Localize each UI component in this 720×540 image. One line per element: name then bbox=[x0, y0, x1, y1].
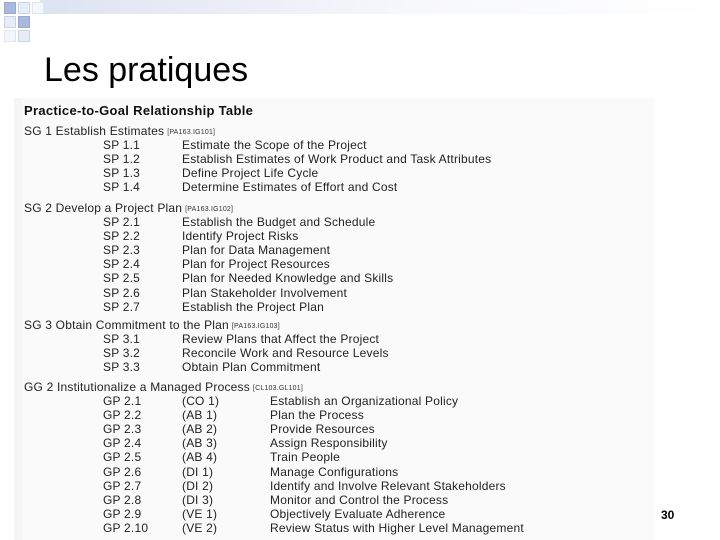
goal-reference: [PA163.IG103] bbox=[231, 323, 280, 330]
header-gradient-bar bbox=[40, 0, 720, 14]
practice-code: (VE 2) bbox=[182, 520, 218, 535]
practice-code: (CO 1) bbox=[182, 394, 220, 408]
goal-heading bbox=[24, 124, 215, 138]
practice-name: Review Plans that Affect the Project bbox=[182, 332, 380, 346]
practice-name: Establish an Organizational Policy bbox=[270, 394, 459, 408]
practice-code: (AB 1) bbox=[182, 408, 218, 423]
practice-id: SP 1.3 bbox=[103, 166, 141, 181]
goal-heading bbox=[24, 201, 233, 215]
practice-id: SP 2.2 bbox=[103, 229, 141, 244]
page-number: 30 bbox=[661, 508, 675, 522]
practice-name: Plan for Project Resources bbox=[182, 257, 330, 272]
goal-label: GG 2 Institutionalize a Managed Process bbox=[24, 380, 250, 394]
goal-label: SG 1 Establish Estimates bbox=[24, 124, 165, 138]
practice-id: GP 2.6 bbox=[103, 464, 142, 479]
practice-name: Plan for Data Management bbox=[182, 243, 331, 258]
practice-id: SP 3.2 bbox=[103, 346, 141, 361]
goal-reference: [CL103.GL101] bbox=[252, 385, 304, 392]
practice-name: Determine Estimates of Effort and Cost bbox=[182, 180, 398, 195]
practice-id: GP 2.10 bbox=[103, 520, 149, 535]
practice-id: SP 1.2 bbox=[103, 152, 141, 167]
practice-code: (DI 3) bbox=[182, 492, 214, 507]
practice-id: GP 2.9 bbox=[103, 506, 142, 521]
decorative-squares bbox=[0, 0, 120, 50]
practice-id: GP 2.1 bbox=[103, 394, 142, 408]
practice-name: Establish Estimates of Work Product and Task Attributes bbox=[182, 152, 492, 167]
practice-name: Define Project Life Cycle bbox=[182, 166, 319, 181]
practice-id: SP 2.4 bbox=[103, 257, 141, 272]
practice-id: SP 3.1 bbox=[103, 332, 141, 346]
practice-id: GP 2.3 bbox=[103, 422, 142, 437]
practice-id: SP 2.1 bbox=[103, 215, 141, 229]
practice-code: (AB 2) bbox=[182, 422, 218, 437]
slide-title: Les pratiques bbox=[44, 51, 249, 89]
practice-code: (DI 1) bbox=[182, 464, 214, 479]
practice-id: GP 2.5 bbox=[103, 450, 142, 465]
practice-name: Train People bbox=[270, 450, 340, 465]
practice-name: Monitor and Control the Process bbox=[270, 492, 449, 507]
practice-name: Review Status with Higher Level Management bbox=[270, 520, 524, 535]
practice-id: SP 2.3 bbox=[103, 243, 141, 258]
practice-name: Plan the Process bbox=[270, 408, 364, 423]
practice-name: Obtain Plan Commitment bbox=[182, 360, 321, 375]
goal-label: SG 2 Develop a Project Plan bbox=[24, 201, 183, 215]
practice-id: SP 2.5 bbox=[103, 271, 141, 286]
practice-name: Reconcile Work and Resource Levels bbox=[182, 346, 389, 361]
table-title: Practice-to-Goal Relationship Table bbox=[24, 103, 254, 118]
goal-reference: [PA163.IG101] bbox=[167, 129, 216, 136]
practice-name: Identify and Involve Relevant Stakeholders bbox=[270, 478, 506, 493]
goal-label: SG 3 Obtain Commitment to the Plan bbox=[24, 318, 229, 332]
practice-name: Establish the Budget and Schedule bbox=[182, 215, 376, 229]
practice-name: Plan Stakeholder Involvement bbox=[182, 285, 348, 300]
practice-code: (VE 1) bbox=[182, 506, 218, 521]
goal-heading bbox=[24, 318, 280, 332]
practice-name: Estimate the Scope of the Project bbox=[182, 138, 367, 152]
practice-id: GP 2.2 bbox=[103, 408, 142, 423]
practice-id: SP 1.1 bbox=[103, 138, 141, 152]
goal-reference: [PA163.IG102] bbox=[185, 206, 234, 213]
practice-name: Identify Project Risks bbox=[182, 229, 299, 244]
practice-name: Plan for Needed Knowledge and Skills bbox=[182, 271, 394, 286]
practice-code: (AB 3) bbox=[182, 436, 218, 451]
practice-id: SP 3.3 bbox=[103, 360, 141, 375]
practice-name: Objectively Evaluate Adherence bbox=[270, 506, 446, 521]
practice-id: SP 2.6 bbox=[103, 285, 141, 300]
practice-name: Assign Responsibility bbox=[270, 436, 388, 451]
practice-name: Manage Configurations bbox=[270, 464, 399, 479]
practice-name: Establish the Project Plan bbox=[182, 299, 324, 314]
practice-id: SP 1.4 bbox=[103, 180, 141, 195]
practice-code: (AB 4) bbox=[182, 450, 218, 465]
practice-name: Provide Resources bbox=[270, 422, 375, 437]
goal-heading bbox=[24, 380, 303, 394]
practice-id: SP 2.7 bbox=[103, 299, 141, 314]
practice-id: GP 2.4 bbox=[103, 436, 142, 451]
practice-code: (DI 2) bbox=[182, 478, 214, 493]
practice-id: GP 2.7 bbox=[103, 478, 142, 493]
practice-id: GP 2.8 bbox=[103, 492, 142, 507]
